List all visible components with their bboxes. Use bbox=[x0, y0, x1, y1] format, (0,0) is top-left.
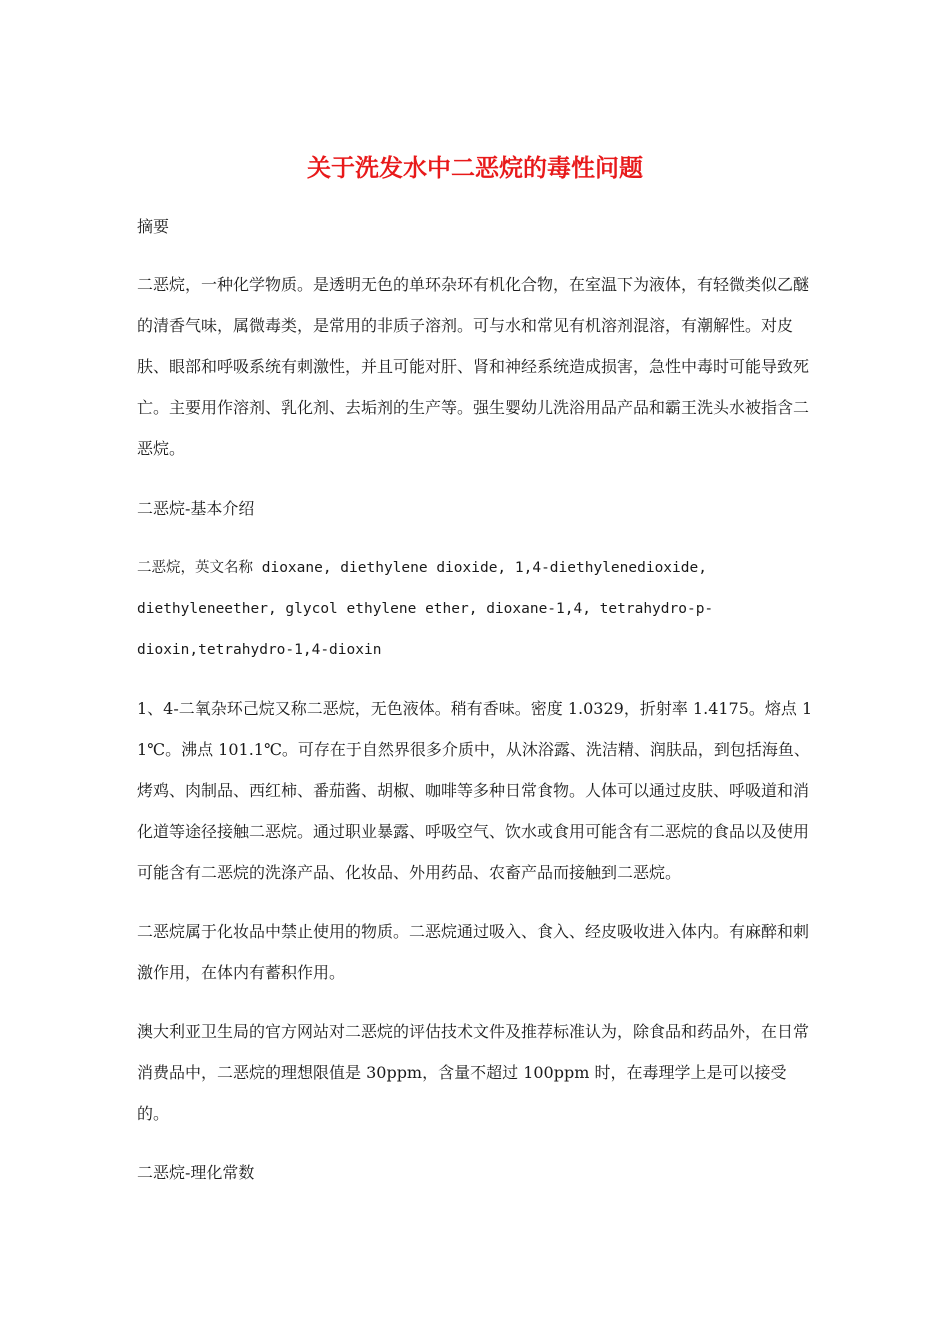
english-names-line: diethyleneether, glycol ethylene ether, dioxane-1,4, tetrahydro-p- bbox=[137, 601, 714, 617]
english-names-line: dioxin,tetrahydro-1,4-dioxin bbox=[137, 642, 382, 658]
abstract-label: 摘要 bbox=[137, 217, 170, 236]
section-heading-constants: 二恶烷-理化常数 bbox=[137, 1163, 255, 1182]
properties-paragraph: 1、4-二氧杂环己烷又称二恶烷，无色液体。稍有香味。密度 1.0329，折射率 1.4175。熔点 11℃。沸点 101.1℃。可存在于自然界很多介质中，从沐浴露、洗洁精、润肤品，到包括海鱼、烤鸡、肉制品、西红柿、番茄酱、胡椒、咖啡等多种日常食物。人体可以通过皮肤、呼吸道和消化道等途径接触二恶烷。通过职业暴露、呼吸空气、饮水或食用可能含有二恶烷的食品以及使用可能含有二恶烷的洗涤产品、化妆品、外用药品、农畜产品而接触到二恶烷。 bbox=[137, 699, 813, 882]
australia-paragraph: 澳大利亚卫生局的官方网站对二恶烷的评估技术文件及推荐标准认为，除食品和药品外，在日常消费品中，二恶烷的理想限值是 30ppm，含量不超过 100ppm 时，在毒理学上是可以接受的。 bbox=[137, 1022, 810, 1123]
abstract-paragraph: 二恶烷，一种化学物质。是透明无色的单环杂环有机化合物，在室温下为液体，有轻微类似乙醚的清香气味，属微毒类，是常用的非质子溶剂。可与水和常见有机溶剂混溶，有潮解性。对皮肤、眼部和呼吸系统有刺激性，并且可能对肝、肾和神经系统造成损害，急性中毒时可能导致死亡。主要用作溶剂、乳化剂、去垢剂的生产等。强生婴幼儿洗浴用品产品和霸王洗头水被指含二恶烷。 bbox=[137, 275, 810, 458]
document-title: 关于洗发水中二恶烷的毒性问题 bbox=[307, 154, 643, 182]
english-names-line: 二恶烷，英文名称 dioxane, diethylene dioxide, 1,4-diethylenedioxide, bbox=[137, 560, 707, 576]
section-heading-basic-intro: 二恶烷-基本介绍 bbox=[137, 499, 255, 518]
english-names-block bbox=[137, 548, 817, 671]
banned-paragraph: 二恶烷属于化妆品中禁止使用的物质。二恶烷通过吸入、食入、经皮吸收进入体内。有麻醉和刺激作用，在体内有蓄积作用。 bbox=[137, 922, 810, 982]
